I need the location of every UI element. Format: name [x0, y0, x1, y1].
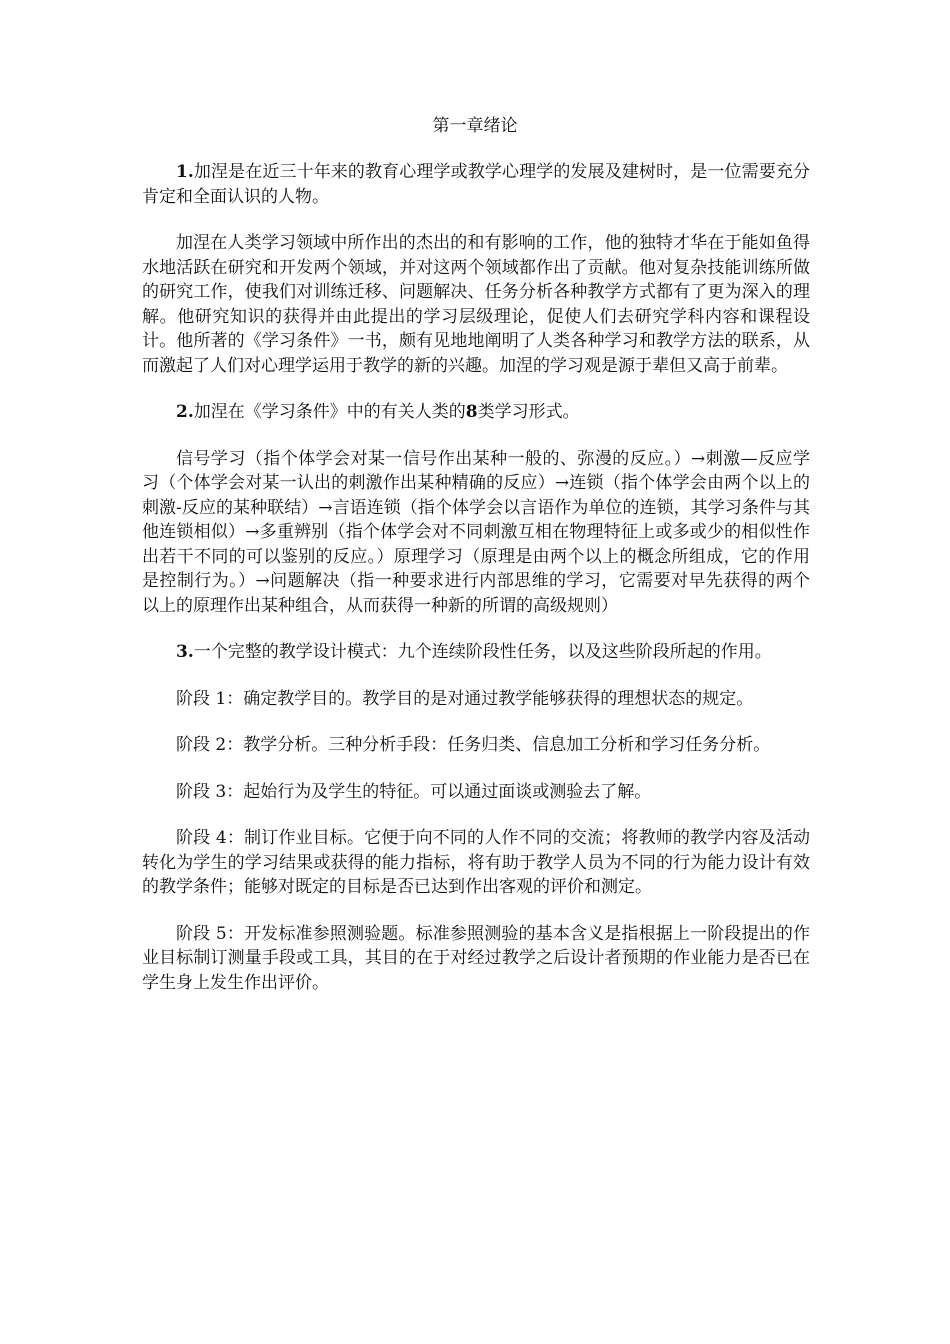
paragraph-1 — [142, 160, 810, 209]
paragraph-6 — [142, 687, 810, 712]
paragraph-3 — [142, 400, 810, 425]
paragraph-7 — [142, 733, 810, 758]
paragraph-number: 3. — [176, 642, 194, 662]
document-body — [142, 160, 810, 1017]
paragraph-text: 阶段 1：确定教学目的。教学目的是对通过教学能够获得的理想状态的规定。 — [176, 688, 754, 709]
paragraph-text-after: 类学习形式。 — [477, 402, 580, 422]
paragraph-number: 1. — [176, 162, 194, 182]
paragraph-2 — [142, 231, 810, 378]
paragraph-text: 阶段 5：开发标准参照测验题。标准参照测验的基本含义是指根据上一阶段提出的作业目标制订测量手段或工具，其目的在于对经过教学之后设计者预期的作业能力是否已在学生身上发生作出评价。 — [142, 923, 810, 993]
paragraph-8 — [142, 780, 810, 805]
paragraph-text: 信号学习（指个体学会对某一信号作出某种一般的、弥漫的反应。）→刺激—反应学习（个体学会对某一认出的刺激作出某种精确的反应）→连锁（指个体学会由两个以上的刺激-反应的某种联结）→言语连锁（指个体学会以言语作为单位的连锁，其学习条件与其他连锁相似）→多重辨别（指个体学会对不同刺激互相在物理特征上或多或少的相似性作出若干不同的可以鉴别的反应。）原理学习（原理是由两个以上的概念所组成，它的作用是控制行为。）→问题解决（指一种要求进行内部思维的学习，它需要对早先获得的两个以上的原理作出某种组合，从而获得一种新的所谓的高级规则） — [142, 448, 810, 616]
paragraph-text: 阶段 2：教学分析。三种分析手段：任务归类、信息加工分析和学习任务分析。 — [176, 735, 771, 755]
paragraph-10 — [142, 922, 810, 996]
paragraph-5 — [142, 640, 810, 665]
paragraph-text: 阶段 3：起始行为及学生的特征。可以通过面谈或测验去了解。 — [176, 781, 652, 802]
paragraph-number: 2. — [176, 402, 194, 422]
paragraph-text: 加涅是在近三十年来的教育心理学或教学心理学的发展及建树时，是一位需要充分肯定和全面认识的人物。 — [142, 162, 810, 207]
paragraph-4 — [142, 447, 810, 619]
paragraph-bold-number: 8 — [465, 402, 478, 422]
paragraph-text: 加涅在人类学习领域中所作出的杰出的和有影响的工作，他的独特才华在于能如鱼得水地活跃在研究和开发两个领域，并对这两个领域都作出了贡献。他对复杂技能训练所做的研究工作，使我们对训练迁移、问题解决、任务分析各种教学方式都有了更为深入的理解。他研究知识的获得并由此提出的学习层级理论，促使人们去研究学科内容和课程设计。他所著的《学习条件》一书，颇有见地地阐明了人类各种学习和教学方法的联系，从而激起了人们对心理学运用于教学的新的兴趣。加涅的学习观是源于辈但又高于前辈。 — [142, 233, 810, 376]
paragraph-text: 一个完整的教学设计模式：九个连续阶段性任务，以及这些阶段所起的作用。 — [193, 642, 772, 662]
paragraph-text: 阶段 4：制订作业目标。它便于向不同的人作不同的交流；将教师的教学内容及活动转化为学生的学习结果或获得的能力指标，将有助于教学人员为不同的行为能力设计有效的教学条件；能够对既定的目标是否已达到作出客观的评价和测定。 — [142, 828, 810, 897]
chapter-title: 第一章绪论 — [432, 116, 518, 136]
paragraph-text-before: 加涅在《学习条件》中的有关人类的 — [193, 402, 466, 422]
paragraph-9 — [142, 826, 810, 900]
